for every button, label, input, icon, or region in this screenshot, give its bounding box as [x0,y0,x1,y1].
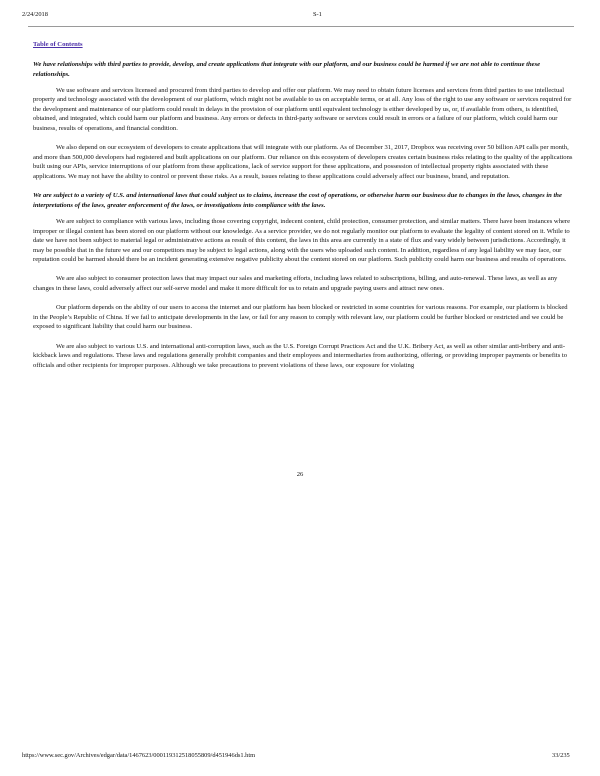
print-footer-url: https://www.sec.gov/Archives/edgar/data/1467623/000119312518055809/d451946ds1.htm [22,752,256,759]
section-heading: We are subject to a variety of U.S. and international laws that could subject us to claims, increase the cost of operations, or otherwise harm our business due to changes in the laws, changes in the interpretations of the laws, greater enforcement of the laws, or investigations into compliance with the laws. [33,192,562,209]
document-body [33,60,573,380]
paragraph: Our platform depends on the ability of our users to access the internet and our platform has been blocked or restricted in some countries for various reasons. For example, our platform is blocked in the People’s Republic of China. If we fail to anticipate developments in the law, or fail for any reason to comply with relevant law, our platform could be further blocked or restricted and we could be exposed to significant liability that could harm our business. [33,304,568,331]
paragraph: We also depend on our ecosystem of developers to create applications that will integrate with our platform. As of December 31, 2017, Dropbox was receiving over 50 billion API calls per month, and more than 500,000 developers had registered and built applications on our platform. Our reliance on this ecosystem of developers creates certain business risks relating to the quality of the applications built using our APIs, service interruptions of our platform from these applications, lack of service support for these applications, and possession of intellectual property rights associated with these applications. We may not have the ability to control or prevent these risks. As a result, issues relating to these applications could adversely affect our business, brand, and reputation. [33,144,573,181]
page-number: 26 [296,471,304,478]
paragraph: We use software and services licensed and procured from third parties to develop and offer our platform. We may need to obtain future licenses and services from third parties to use intellectual property and technology associated with the development of our platform, which might not be available to us on acceptable terms, or at all. Any loss of the right to use any software or services required for the development and maintenance of our platform could result in delays in the provision of our platform until equivalent technology is either developed by us, or, if available from others, is identified, obtained, and integrated, which could harm our platform and business. Any errors or defects in third-party software or services could result in errors or a failure of our platform, which could harm our business, results of operations, and financial condition. [33,86,572,133]
table-of-contents-link[interactable]: Table of Contents [33,41,83,48]
print-header-title: S-1 [313,11,322,18]
header-divider [28,26,574,27]
print-footer-page-count: 33/235 [552,752,570,759]
paragraph: We are also subject to consumer protection laws that may impact our sales and marketing efforts, including laws related to subscriptions, billing, and auto-renewal. These laws, as well as any changes in these laws, could adversely affect our self-serve model and make it more difficult for us to retain and upgrade paying users and attract new ones. [33,275,558,293]
risk-factor-section-third-parties [33,60,573,182]
section-heading: We have relationships with third parties to provide, develop, and create applications that integrate with our platform, and our business could be harmed if we are not able to continue these relationships. [33,61,541,78]
print-header-date: 2/24/2018 [22,11,48,18]
paragraph: We are subject to compliance with various laws, including those covering copyright, indecent content, child protection, consumer protection, and similar matters. There have been instances where improper or illegal content has been stored on our platform without our knowledge. As a service provider, we do not regularly monitor our platform to evaluate the legality of content stored on it. While to date we have not been subject to material legal or administrative actions as result of this content, the laws in this area are currently in a state of flux and vary widely between jurisdictions. Accordingly, it may be possible that in the future we and our competitors may be subject to legal actions, along with the users who uploaded such content. In addition, regardless of any legal liability we may face, our reputation could be harmed should there be an incident generating extensive negative publicity about the content stored on our platform. Such publicity could harm our business and results of operations. [33,217,571,264]
risk-factor-section-laws [33,191,573,370]
paragraph: We are also subject to various U.S. and international anti-corruption laws, such as the U.S. Foreign Corrupt Practices Act and the U.K. Bribery Act, as well as other similar anti-bribery and anti-kickback laws and regulations. These laws and regulations generally prohibit companies and their employees and intermediaries from authorizing, offering, or providing improper payments or benefits to officials and other recipients for improper purposes. Although we take precautions to prevent violations of these laws, our exposure for violating [33,342,568,369]
